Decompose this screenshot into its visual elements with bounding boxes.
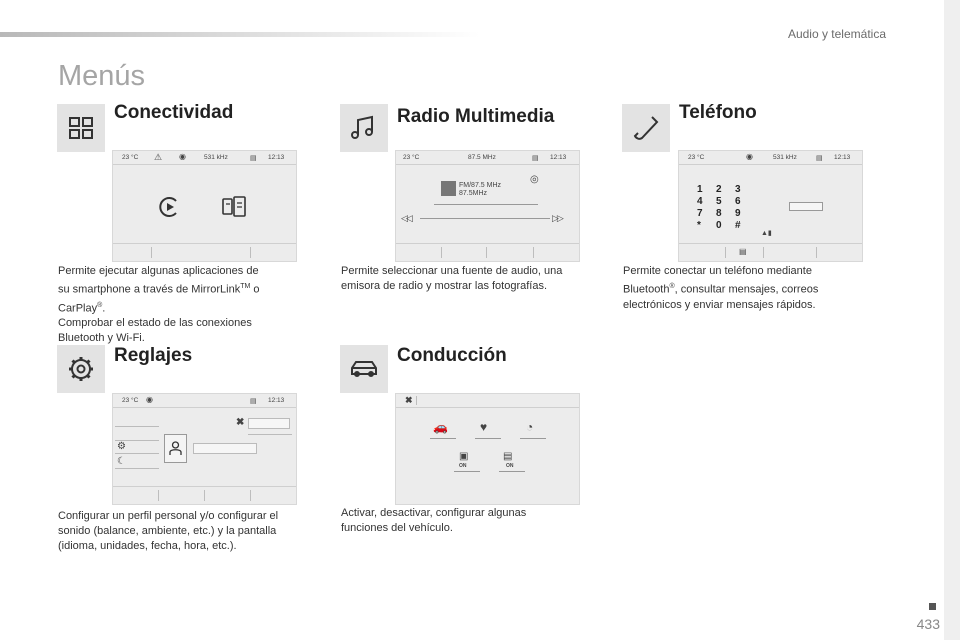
desc-line: sonido (balance, ambiente, etc.) y la pantalla (58, 525, 277, 537)
status-bar (396, 151, 579, 165)
audio-settings-icon[interactable]: ⚙ (117, 441, 126, 452)
speed-function-icon[interactable]: ◔ (526, 420, 534, 434)
station-line: 87.5MHz (459, 190, 488, 197)
seek-forward-icon[interactable]: ▷▷ (552, 213, 562, 223)
status-bar (113, 394, 296, 408)
status-temp: 23 °C (688, 154, 705, 161)
mirrorlink-icon (219, 195, 249, 219)
section-header: Audio y telemática (787, 27, 886, 41)
status-time: 12:13 (268, 397, 285, 404)
key-0[interactable]: 0 (716, 220, 722, 231)
phone-status-icon: ▤ (250, 155, 257, 162)
driving-screen (395, 393, 580, 505)
radio-source-icon: ◉ (746, 152, 753, 161)
profile-field[interactable] (248, 418, 290, 429)
key-2[interactable]: 2 (716, 184, 722, 195)
page-marker (929, 603, 936, 610)
page-edge-strip (944, 0, 960, 640)
radio-source-icon: ◉ (179, 152, 186, 161)
desc-line: Permite ejecutar algunas aplicaciones de (58, 265, 259, 277)
reglajes-description (58, 509, 313, 554)
status-freq: 531 kHz (204, 154, 228, 161)
key-star[interactable]: * (697, 220, 701, 231)
music-note-icon (340, 104, 388, 152)
seek-line (420, 218, 550, 219)
profile-user-icon (165, 435, 186, 462)
key-8[interactable]: 8 (716, 208, 722, 219)
number-display-field[interactable] (789, 202, 823, 211)
desc-line: funciones del vehículo. (341, 522, 453, 534)
section-title-telefono: Teléfono (679, 102, 757, 123)
seek-back-icon[interactable]: ◁◁ (401, 213, 411, 223)
desc-line: Bluetooth y Wi-Fi. (58, 332, 145, 345)
status-time: 12:13 (834, 154, 851, 161)
bottom-bar (113, 486, 296, 504)
night-mode-icon[interactable]: ☾ (117, 456, 126, 467)
bottom-bar (679, 243, 862, 261)
key-1[interactable]: 1 (697, 184, 703, 195)
phone-screen (678, 150, 863, 262)
eco-function-icon[interactable]: ♥ (480, 420, 488, 434)
section-title-reglajes: Reglajes (114, 345, 193, 366)
station-logo-icon (441, 181, 456, 196)
desc-line: Activar, desactivar, configurar algunas (341, 507, 527, 519)
status-freq: 87.5 MHz (468, 154, 496, 161)
key-9[interactable]: 9 (735, 208, 741, 219)
desc-line: emisora de radio y mostrar las fotografías. (341, 280, 548, 292)
keypad (697, 184, 755, 231)
radio-source-icon: ◉ (146, 395, 153, 404)
status-bar (113, 151, 296, 165)
desc-line: Bluetooth®, consultar mensajes, correos (623, 283, 819, 296)
display-field[interactable] (193, 443, 257, 454)
radio-screen (395, 150, 580, 262)
status-bar (679, 151, 862, 165)
status-temp: 23 °C (122, 397, 139, 404)
radio-description (341, 264, 601, 294)
desc-line: electrónicos y enviar mensajes rápidos. (623, 298, 816, 311)
station-info (459, 182, 501, 198)
status-freq: 531 kHz (773, 154, 797, 161)
settings-screen (112, 393, 297, 505)
key-hash[interactable]: # (735, 220, 741, 231)
phone-icon (622, 104, 670, 152)
warning-icon: ⚠ (154, 152, 163, 162)
key-6[interactable]: 6 (735, 196, 741, 207)
status-time: 12:13 (268, 154, 285, 161)
status-bar (396, 394, 579, 408)
vehicle-function-icon[interactable]: 🚗 (433, 420, 448, 434)
carplay-icon (157, 195, 181, 219)
conectividad-screen (112, 150, 297, 262)
phone-status-icon: ▤ (816, 155, 823, 162)
bottom-bar (396, 243, 579, 261)
key-4[interactable]: 4 (697, 196, 703, 207)
on-badge: ON (459, 463, 467, 469)
status-temp: 23 °C (403, 154, 420, 161)
car-icon (340, 345, 388, 393)
profile-tile[interactable] (164, 434, 187, 463)
parking-assist-icon[interactable]: ▣ (459, 451, 469, 462)
radio-wave-icon: ◎ (530, 174, 539, 185)
contacts-icon[interactable]: ▤ (739, 247, 747, 256)
section-title-radio: Radio Multimedia (397, 106, 555, 127)
conectividad-description (58, 264, 303, 346)
conduccion-description (341, 506, 591, 536)
desc-line: su smartphone a través de MirrorLink™ o (58, 283, 260, 296)
desc-line: Comprobar el estado de las conexiones (58, 317, 252, 330)
desc-line: (idioma, unidades, fecha, hora, etc.). (58, 540, 237, 552)
status-time: 12:13 (550, 154, 567, 161)
header-decor-bar (0, 32, 480, 37)
page-title: Menús (58, 60, 146, 92)
bottom-bar (113, 243, 296, 261)
desc-line: CarPlay®. (58, 301, 106, 315)
desc-line: Permite conectar un teléfono mediante (623, 265, 812, 277)
desc-line: Permite seleccionar una fuente de audio, una (341, 265, 563, 277)
phone-status-icon: ▤ (532, 155, 539, 162)
key-3[interactable]: 3 (735, 184, 741, 195)
desc-line: Configurar un perfil personal y/o configurar el (58, 510, 279, 522)
frequency-bar (434, 204, 538, 205)
key-7[interactable]: 7 (697, 208, 703, 219)
station-line: FM/87.5 MHz (459, 182, 502, 189)
close-icon[interactable]: ✖ (236, 417, 245, 428)
telefono-description (623, 264, 868, 313)
section-title-conduccion: Conducción (397, 345, 507, 366)
signal-icon: ▲▮ (761, 230, 772, 237)
key-5[interactable]: 5 (716, 196, 722, 207)
close-icon[interactable]: ✖ (405, 395, 413, 405)
phone-status-icon: ▤ (250, 398, 257, 405)
connectivity-icon (57, 104, 105, 152)
section-title-conectividad: Conectividad (114, 102, 234, 123)
lane-assist-icon[interactable]: ▤ (503, 451, 513, 462)
page-number: 433 (916, 616, 940, 632)
on-badge: ON (506, 463, 514, 469)
status-temp: 23 °C (122, 154, 139, 161)
settings-gear-icon (57, 345, 105, 393)
